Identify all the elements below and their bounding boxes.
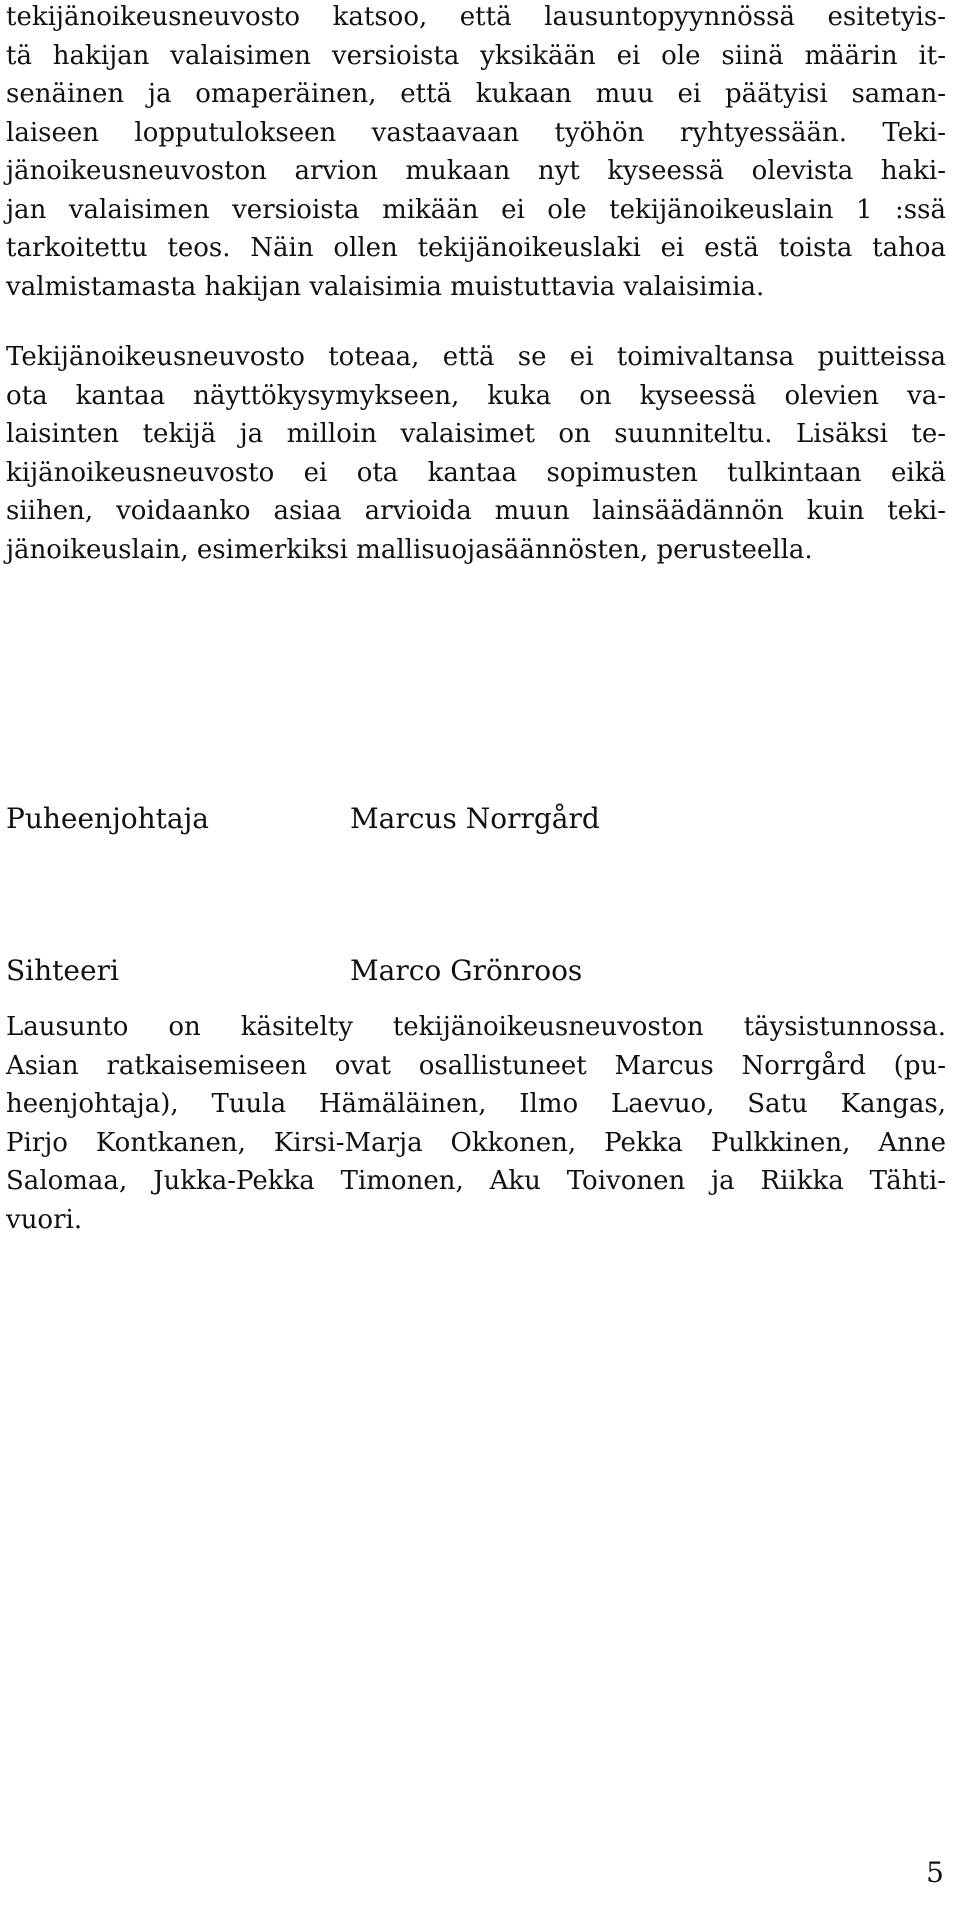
- text-line: jan valaisimen versioista mikään ei ole tekijänoikeuslain 1 :ssä: [6, 194, 946, 225]
- text-line: Salomaa, Jukka-Pekka Timonen, Aku Toivonen ja Riikka Tähti-: [6, 1166, 946, 1196]
- text-line: Asian ratkaisemiseen ovat osallistuneet Marcus Norrgård (pu-: [6, 1050, 946, 1081]
- paragraph-conclusion: [6, 0, 946, 306]
- text-line: tekijänoikeusneuvosto katsoo, että lausuntopyynnössä esitetyis-: [6, 2, 946, 32]
- signature-name: Marco Grönroos: [350, 954, 583, 987]
- text-line: laisinten tekijä ja milloin valaisimet on suunniteltu. Lisäksi te-: [6, 419, 946, 449]
- text-line: laiseen lopputulokseen vastaavaan työhön ryhtyessään. Teki-: [6, 117, 946, 148]
- text-line: valmistamasta hakijan valaisimia muistuttavia valaisimia.: [6, 271, 765, 302]
- signature-title: Sihteeri: [6, 954, 119, 987]
- text-line: jänoikeusneuvoston arvion mukaan nyt kyseessä olevista haki-: [6, 156, 946, 186]
- text-line: tarkoitettu teos. Näin ollen tekijänoikeuslaki ei estä toista tahoa: [6, 233, 946, 263]
- text-line: Lausunto on käsitelty tekijänoikeusneuvoston täysistunnossa.: [6, 1012, 946, 1042]
- paragraph-participants: [6, 1008, 946, 1239]
- text-line: jänoikeuslain, esimerkiksi mallisuojasäännösten, perusteella.: [6, 534, 813, 565]
- text-line: siihen, voidaanko asiaa arvioida muun lainsäädännön kuin teki-: [6, 496, 946, 526]
- text-line: Pirjo Kontkanen, Kirsi-Marja Okkonen, Pekka Pulkkinen, Anne: [6, 1127, 946, 1158]
- text-line: tä hakijan valaisimen versioista yksikään ei ole siinä määrin it-: [6, 40, 946, 71]
- signature-name: Marcus Norrgård: [350, 802, 600, 835]
- text-line: Tekijänoikeusneuvosto toteaa, että se ei toimivaltansa puitteissa: [6, 342, 946, 372]
- text-line: vuori.: [6, 1204, 83, 1235]
- paragraph-scope-note: [6, 338, 946, 569]
- page-number: 5: [926, 1856, 944, 1889]
- text-line: kijänoikeusneuvosto ei ota kantaa sopimusten tulkintaan eikä: [6, 457, 946, 488]
- text-line: heenjohtaja), Tuula Hämäläinen, Ilmo Laevuo, Satu Kangas,: [6, 1089, 946, 1119]
- signature-title: Puheenjohtaja: [6, 802, 209, 835]
- text-line: senäinen ja omaperäinen, että kukaan muu ei päätyisi saman-: [6, 79, 946, 109]
- text-line: ota kantaa näyttökysymykseen, kuka on kyseessä olevien va-: [6, 380, 946, 411]
